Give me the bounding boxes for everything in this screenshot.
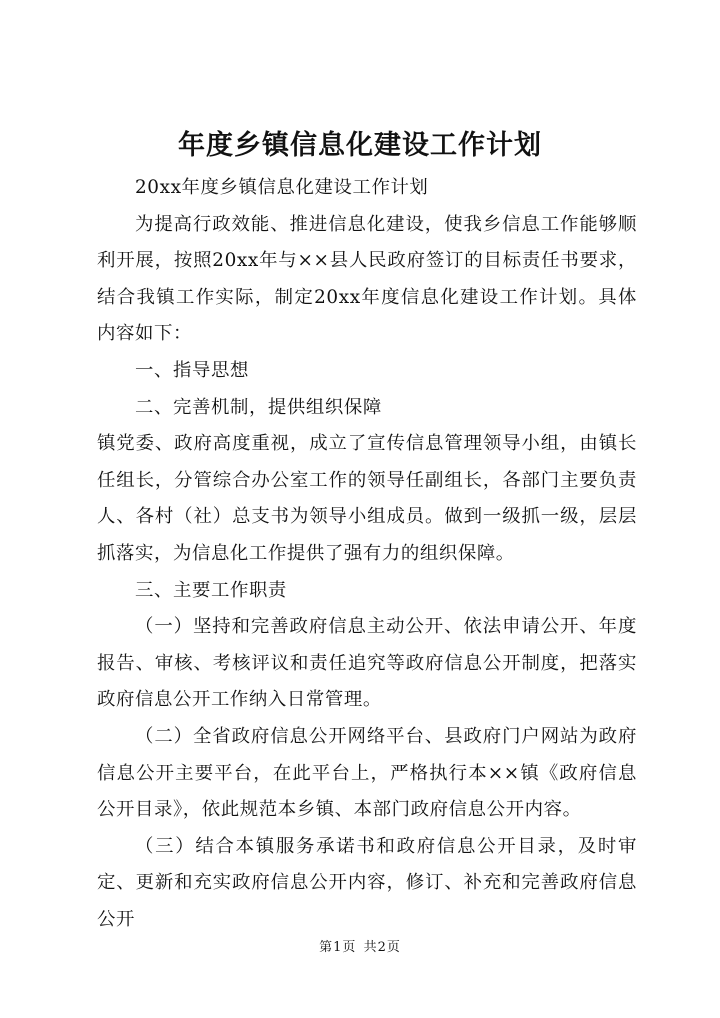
total-pages-label: 共2页 — [363, 940, 401, 955]
current-page-label: 第1页 — [319, 940, 357, 955]
duty-item-2: （二）全省政府信息公开网络平台、县政府门户网站为政府信息公开主要平台，在此平台上，严格执行本××镇《政府信息公开目录》，依此规范本乡镇、本部门政府信息公开内容。 — [97, 725, 637, 821]
document-title: 年度乡镇信息化建设工作计划 — [178, 130, 542, 161]
document-body — [97, 170, 637, 938]
duty-item-3: （三）结合本镇服务承诺书和政府信息公开目录，及时审定、更新和充实政府信息公开内容，修订、补充和完善政府信息公开 — [97, 835, 637, 930]
intro-paragraph: 为提高行政效能、推进信息化建设，使我乡信息工作能够顺利开展，按照20xx年与××县人民政府签订的目标责任书要求，结合我镇工作实际，制定20xx年度信息化建设工作计划。具体内容如下： — [97, 213, 637, 345]
section-heading-duties: 三、主要工作职责 — [135, 579, 287, 601]
page-footer — [0, 938, 720, 958]
duty-item-1: （一）坚持和完善政府信息主动公开、依法申请公开、年度报告、审核、考核评议和责任追究等政府信息公开制度，把落实政府信息公开工作纳入日常管理。 — [97, 616, 637, 711]
mechanism-paragraph: 镇党委、政府高度重视，成立了宣传信息管理领导小组，由镇长任组长，分管综合办公室工作的领导任副组长，各部门主要负责人、各村（社）总支书为领导小组成员。做到一级抓一级，层层抓落实，为信息化工作提供了强有力的组织保障。 — [97, 433, 637, 564]
section-heading-mechanism: 二、完善机制，提供组织保障 — [135, 396, 382, 418]
section-heading-guiding-thought: 一、指导思想 — [135, 359, 249, 381]
subtitle-paragraph: 20xx年度乡镇信息化建设工作计划 — [135, 177, 429, 198]
